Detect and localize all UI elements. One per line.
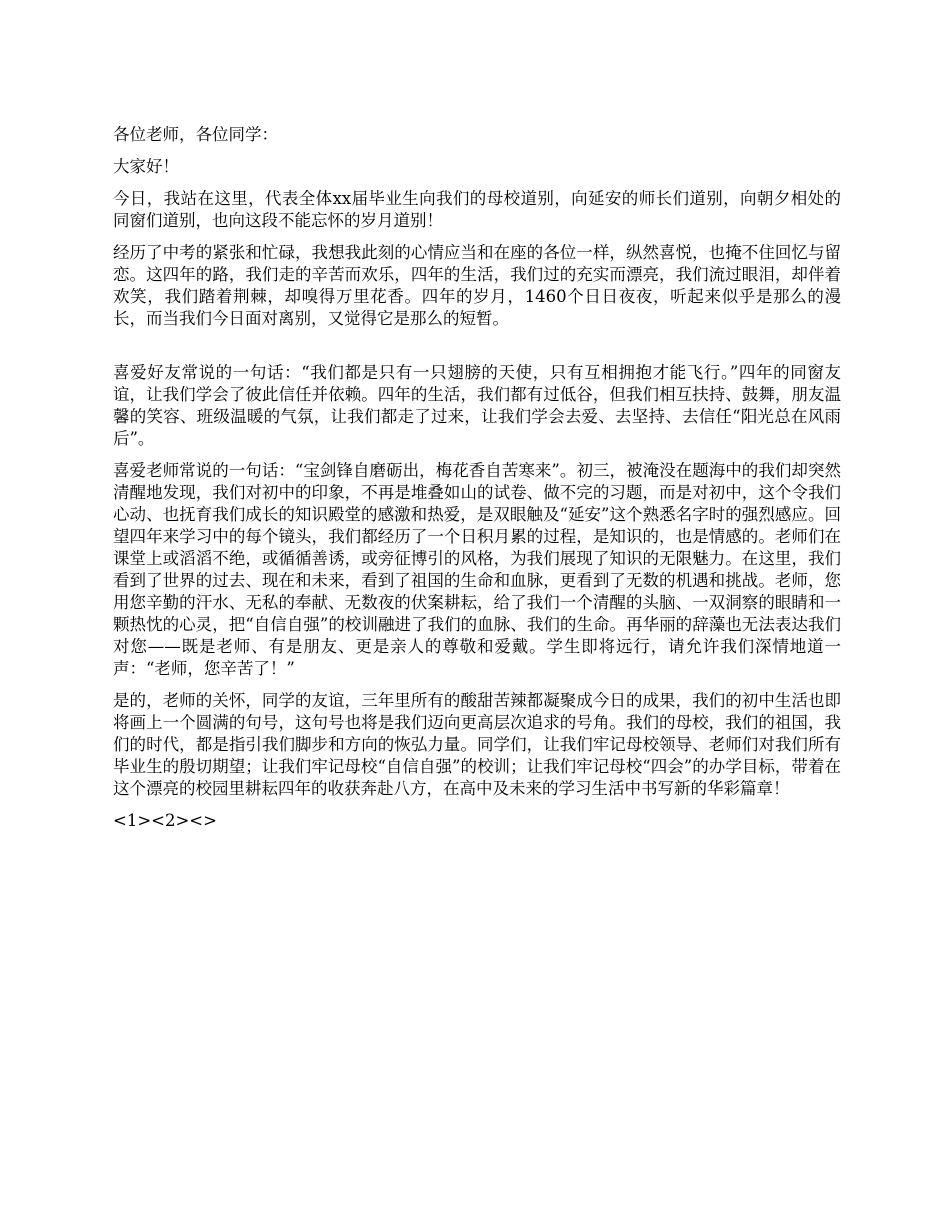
document-body [113,124,841,832]
greeting: 大家好！ [113,157,179,176]
paragraph-four-years: 经历了中考的紧张和忙碌，我想我此刻的心情应当和在座的各位一样，纵然喜悦，也掩不住回忆与留恋。这四年的路，我们走的辛苦而欢乐，四年的生活，我们过的充实而漂亮，我们流过眼泪，却伴着欢笑，我们踏着荆棘，却嗅得万里花香。四年的岁月，1460个日日夜夜，听起来似乎是那么的漫长，而当我们今日面对离别，又觉得它是那么的短暂。 [113,243,841,328]
paragraph-teachers: 喜爱老师常说的一句话：“宝剑锋自磨砺出，梅花香自苦寒来”。初三，被淹没在题海中的我们却突然清醒地发现，我们对初中的印象，不再是堆叠如山的试卷、做不完的习题，而是对初中，这个令我们心动、也抚育我们成长的知识殿堂的感激和热爱，是双眼触及“延安”这个熟悉名字时的强烈感应。回望四年来学习中的每个镜头，我们都经历了一个日积月累的过程，是知识的，也是情感的。老师们在课堂上或滔滔不绝，或循循善诱，或旁征博引的风格，为我们展现了知识的无限魅力。在这里，我们看到了世界的过去、现在和未来，看到了祖国的生命和血脉，更看到了无数的机遇和挑战。老师，您用您辛勤的汗水、无私的奉献、无数夜的伏案耕耘，给了我们一个清醒的头脑、一双洞察的眼睛和一颗热忱的心灵，把“自信自强”的校训融进了我们的血脉、我们的生命。再华丽的辞藻也无法表达我们对您——既是老师、有是朋友、更是亲人的尊敬和爱戴。学生即将远行，请允许我们深情地道一声：“老师，您辛苦了！” [113,461,841,678]
paragraph-farewell: 今日，我站在这里，代表全体xx届毕业生向我们的母校道别，向延安的师长们道别，向朝夕相处的同窗们道别，也向这段不能忘怀的岁月道别！ [113,189,841,230]
paragraph-friends: 喜爱好友常说的一句话：“我们都是只有一只翅膀的天使，只有互相拥抱才能飞行。”四年的同窗友谊，让我们学会了彼此信任并依赖。四年的生活，我们都有过低谷，但我们相互扶持、鼓舞，朋友温馨的笑容、班级温暖的气氛，让我们都走了过来，让我们学会去爱、去坚持、去信任“阳光总在风雨后”。 [113,363,841,448]
page-navigation[interactable]: <1><2><> [113,811,217,830]
salutation: 各位老师，各位同学： [113,125,278,144]
paragraph-conclusion: 是的，老师的关怀，同学的友谊，三年里所有的酸甜苦辣都凝聚成今日的成果，我们的初中生活也即将画上一个圆满的句号，这句号也将是我们迈向更高层次追求的号角。我们的母校，我们的祖国，我们的时代，都是指引我们脚步和方向的恢弘力量。同学们，让我们牢记母校领导、老师们对我们所有毕业生的殷切期望；让我们牢记母校“自信自强”的校训；让我们牢记母校“四会”的办学目标，带着在这个漂亮的校园里耕耘四年的收获奔赴八方，在高中及未来的学习生活中书写新的华彩篇章！ [113,691,841,798]
